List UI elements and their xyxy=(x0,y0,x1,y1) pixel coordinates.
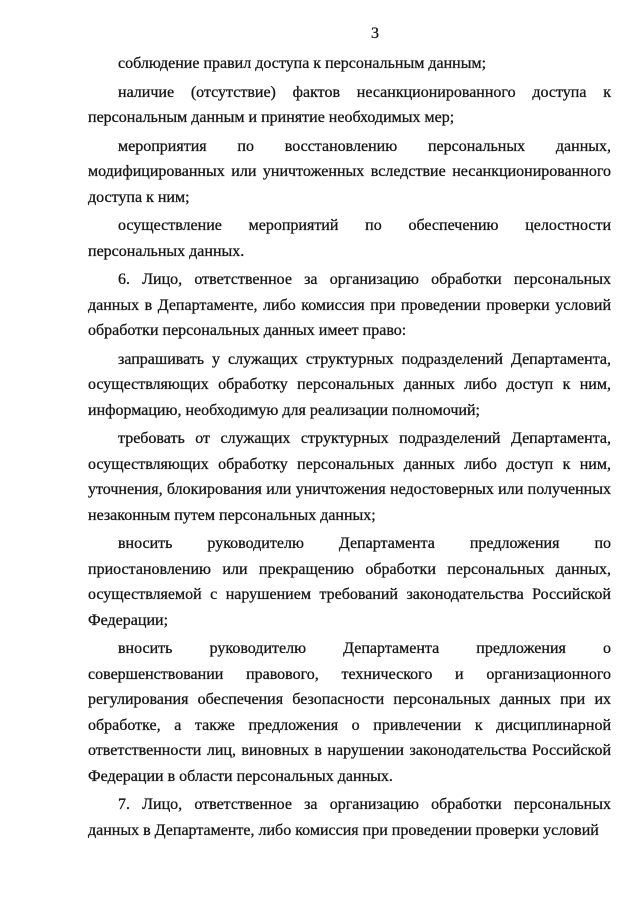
paragraph: соблюдение правил доступа к персональным данным; xyxy=(118,55,487,72)
document-body xyxy=(88,51,611,843)
paragraph: наличие (отсутствие) фактов несанкционированного доступа к персональным данным и принятие необходимых мер; xyxy=(88,83,611,126)
paragraph: мероприятия по восстановлению персональных данных, модифицированных или уничтоженных вследствие несанкционированного доступа к ним; xyxy=(88,137,611,206)
page-number: 3 xyxy=(371,25,379,42)
paragraph: 6. Лицо, ответственное за организацию обработки персональных данных в Департаменте, либо комиссия при проведении проверки условий обработки персональных данных имеет право: xyxy=(88,271,611,339)
paragraph: запрашивать у служащих структурных подразделений Департамента, осуществляющих обработку персональных данных либо доступ к ним, информацию, необходимую для реализации полномочий; xyxy=(88,350,611,419)
paragraph: требовать от служащих структурных подразделений Департамента, осуществляющих обработку персональных данных либо доступ к ним, уточнения, блокирования или уничтожения недостоверных или полученных незаконным путем персональных данных; xyxy=(88,430,611,524)
paragraph: 7. Лицо, ответственное за организацию обработки персональных данных в Департаменте, либо комиссия при проведении проверки условий xyxy=(88,796,611,839)
paragraph: вносить руководителю Департамента предложения о совершенствовании правового, технического и организационного регулирования обеспечения безопасности персональных данных при их обработке, а также предложения о привлечении к дисциплинарной ответственности лиц, виновных в нарушении законодательства Российской Федерации в области персональных данных. xyxy=(88,640,611,785)
paragraph: осуществление мероприятий по обеспечению целостности персональных данных. xyxy=(88,217,611,260)
paragraph: вносить руководителю Департамента предложения по приостановлению или прекращению обработки персональных данных, осуществляемой с нарушением требований законодательства Российской Федерации; xyxy=(88,535,611,629)
